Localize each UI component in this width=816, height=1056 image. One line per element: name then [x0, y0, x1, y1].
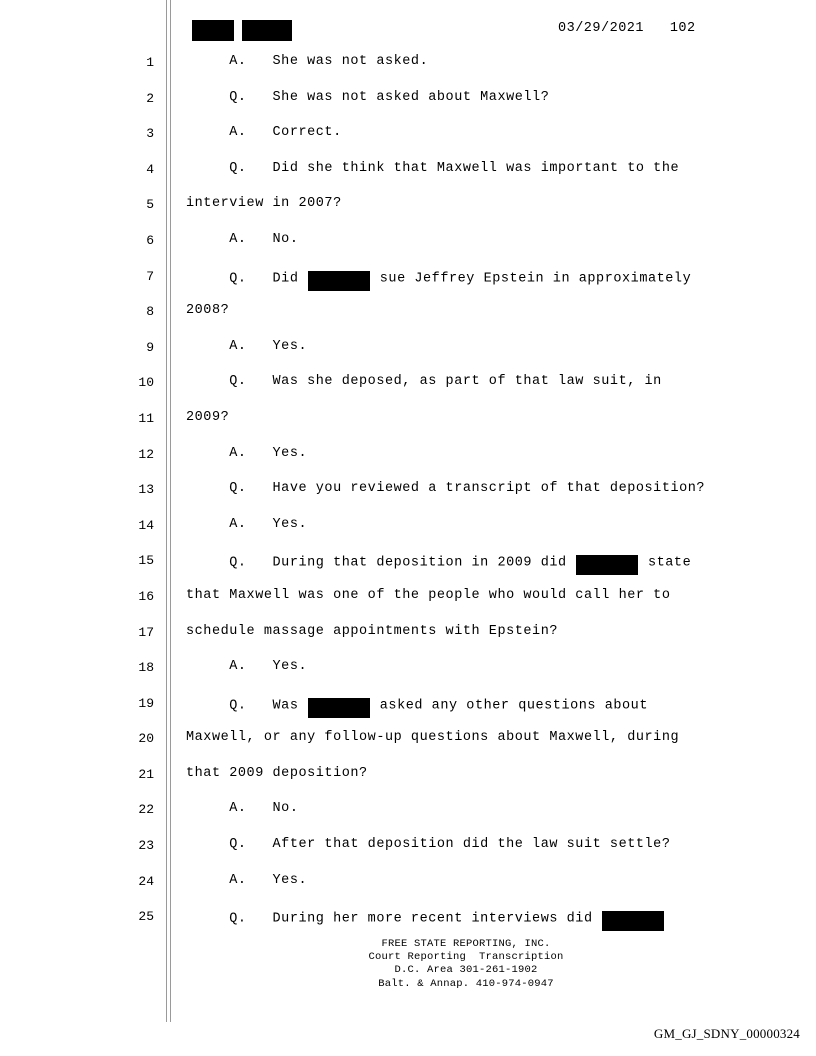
text-run: Q. Was she deposed, as part of that law suit, in: [186, 374, 662, 390]
line-text: [186, 730, 679, 745]
line-text: [186, 374, 662, 389]
text-run: that Maxwell was one of the people who would call her to: [186, 587, 671, 603]
transcript-line: [0, 444, 816, 480]
transcript-line: [0, 159, 816, 195]
transcript-line: [0, 799, 816, 835]
line-number: 16: [138, 588, 154, 604]
text-run: Maxwell, or any follow-up questions about Maxwell, during: [186, 730, 680, 746]
line-number: 15: [138, 553, 154, 569]
text-run: A. Yes.: [186, 445, 308, 461]
text-run: A. Yes.: [186, 516, 308, 532]
line-number: 18: [138, 660, 154, 676]
transcript-line: [0, 835, 816, 871]
line-number: 6: [146, 232, 154, 248]
line-text: [186, 552, 691, 572]
line-number: 10: [138, 375, 154, 391]
line-text: [186, 125, 342, 140]
line-text: [186, 410, 229, 425]
text-run: Q. Was: [186, 698, 308, 714]
text-run: A. Yes.: [186, 872, 308, 888]
footer-line-3: D.C. Area 301-261-1902: [394, 964, 538, 977]
line-number: 21: [138, 766, 154, 782]
footer-line-1: FREE STATE REPORTING, INC.: [381, 938, 551, 950]
transcript-line: [0, 764, 816, 800]
line-text: [186, 837, 670, 852]
line-number: 13: [138, 482, 154, 498]
text-run: asked any other questions about: [371, 698, 648, 714]
transcript-line: [0, 266, 816, 302]
line-text: [186, 268, 691, 288]
line-number: 8: [146, 304, 154, 320]
text-run: interview in 2007?: [186, 196, 342, 212]
line-text: [186, 517, 307, 532]
text-run: A. No.: [186, 801, 299, 817]
text-run: A. Correct.: [186, 125, 342, 141]
line-text: [186, 624, 558, 639]
line-number: 4: [146, 161, 154, 177]
line-text: [186, 232, 298, 247]
transcript-line: [0, 871, 816, 907]
transcript-line: [0, 515, 816, 551]
text-run: Q. During her more recent interviews did: [186, 911, 602, 927]
line-number: 22: [138, 802, 154, 818]
line-text: [186, 303, 229, 318]
line-text: [186, 695, 648, 715]
text-run: Q. She was not asked about Maxwell?: [186, 89, 550, 105]
line-number: 7: [146, 268, 154, 284]
footer-line-4: Balt. & Annap. 410-974-0947: [378, 977, 554, 990]
redaction-box: [308, 698, 370, 718]
line-number: 1: [146, 55, 154, 70]
transcript-line: [0, 586, 816, 622]
line-number: 11: [138, 410, 154, 426]
line-number: 9: [146, 339, 154, 355]
line-number: 12: [138, 446, 154, 462]
text-run: 2008?: [186, 303, 230, 319]
line-number: 14: [138, 517, 154, 533]
line-number: 2: [146, 90, 154, 106]
text-run: Q. After that deposition did the law suit settle?: [186, 837, 671, 853]
transcript-line: [0, 693, 816, 729]
text-run: Q. Have you reviewed a transcript of that deposition?: [186, 481, 706, 497]
redaction-box: [576, 555, 638, 575]
line-text: [186, 481, 705, 496]
text-run: schedule massage appointments with Epstein?: [186, 623, 559, 639]
text-run: Q. During that deposition in 2009 did: [186, 555, 576, 571]
transcript-line: [0, 88, 816, 124]
text-run: Q. Did she think that Maxwell was important to the: [186, 160, 680, 176]
line-text: [186, 339, 307, 354]
transcript-lines: [0, 52, 816, 942]
line-text: [186, 873, 307, 888]
redaction-box: [242, 20, 292, 41]
transcript-line: [0, 372, 816, 408]
redaction-box: [602, 911, 664, 931]
line-number: 3: [146, 126, 154, 142]
line-number: 24: [138, 873, 154, 889]
reporter-footer: [186, 938, 746, 991]
page-header: [186, 16, 746, 48]
line-text: [186, 766, 368, 781]
line-text: [186, 54, 428, 69]
transcript-line: [0, 301, 816, 337]
text-run: A. No.: [186, 231, 299, 247]
transcript-line: [0, 906, 816, 942]
line-number: 20: [138, 731, 154, 747]
line-number: 23: [138, 838, 154, 854]
redaction-box: [308, 271, 370, 291]
transcript-line: [0, 479, 816, 515]
text-run: state: [639, 555, 692, 571]
transcript-line: [0, 337, 816, 373]
text-run: that 2009 deposition?: [186, 765, 368, 781]
text-run: Q. Did: [186, 271, 308, 287]
line-text: [186, 161, 679, 176]
transcript-line: [0, 657, 816, 693]
transcript-line: [0, 123, 816, 159]
line-text: [186, 801, 298, 816]
line-text: [186, 659, 307, 674]
line-text: [186, 908, 665, 928]
text-run: A. Yes.: [186, 338, 308, 354]
line-text: [186, 446, 307, 461]
transcript-line: [0, 550, 816, 586]
transcript-line: [0, 194, 816, 230]
line-number: 19: [138, 695, 154, 711]
footer-line-2: Court Reporting Transcription: [368, 951, 564, 964]
line-number: 25: [138, 909, 154, 925]
transcript-line: [0, 408, 816, 444]
header-date-page: 03/29/2021 102: [558, 21, 696, 36]
text-run: 2009?: [186, 409, 230, 425]
line-text: [186, 588, 670, 603]
text-run: A. Yes.: [186, 659, 308, 675]
transcript-line: [0, 622, 816, 658]
bates-number: GM_GJ_SDNY_00000324: [653, 1026, 800, 1041]
line-text: [186, 196, 342, 211]
transcript-line: [0, 728, 816, 764]
transcript-line: [0, 230, 816, 266]
line-number: 5: [146, 197, 154, 213]
line-number: 17: [138, 624, 154, 640]
redaction-box: [192, 20, 234, 41]
transcript-line: [0, 52, 816, 88]
text-run: A. She was not asked.: [186, 54, 429, 69]
line-text: [186, 90, 549, 105]
text-run: sue Jeffrey Epstein in approximately: [371, 271, 692, 287]
